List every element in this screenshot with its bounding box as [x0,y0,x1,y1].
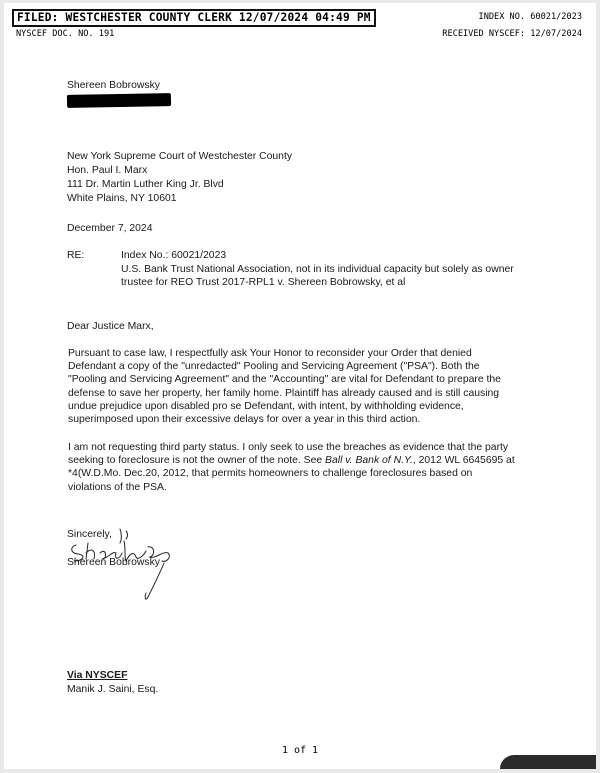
cc-recipient: Manik J. Saini, Esq. [67,684,159,695]
re-index: Index No.: 60021/2023 [121,250,227,261]
nyscef-doc-number: NYSCEF DOC. NO. 191 [16,29,115,39]
paragraph-1-line: Defendant a copy of the "unredacted" Pooling and Servicing Agreement ("PSA"). Both the [68,361,480,373]
paragraph-2-line [68,454,538,467]
paragraph-2 [68,441,538,494]
recipient-street: 111 Dr. Martin Luther King Jr. Blvd [67,179,224,190]
re-caption-line2: trustee for REO Trust 2017-RPL1 v. Shereen Bobrowsky, et al [121,277,406,288]
page-number: 1 of 1 [281,745,319,756]
paragraph-1-line: "Pooling and Servicing Agreement" and the "Accounting" are vital for Defendant to prepare the [68,374,501,386]
paragraph-1-line: Pursuant to case law, I respectfully ask Your Honor to reconsider your Order that denied [68,348,472,359]
recipient-judge: Hon. Paul I. Marx [67,165,148,176]
paragraph-1 [68,347,538,426]
filed-stamp: FILED: WESTCHESTER COUNTY CLERK 12/07/2024 04:49 PM [12,9,376,27]
received-date: RECEIVED NYSCEF: 12/07/2024 [442,29,582,39]
index-number: INDEX NO. 60021/2023 [478,12,582,22]
paragraph-1-line: superimposed upon their excessive delays for over a year in this third action. [68,414,421,426]
redacted-address [67,93,171,108]
re-label: RE: [67,250,85,261]
signature-name: Shereen Bobrowsky [67,557,160,568]
paragraph-2-line: violations of the PSA. [68,481,167,493]
sender-name: Shereen Bobrowsky [67,80,160,91]
case-citation: Ball v. Bank of N.Y. [325,455,413,467]
via-nyscef: Via NYSCEF [67,670,128,681]
closing: Sincerely, [67,529,112,540]
paragraph-1-line: defense to save her property, her family home. Plaintiff has already caused and is still causing [68,387,500,399]
salutation: Dear Justice Marx, [67,321,154,332]
recipient-city: White Plains, NY 10601 [67,193,177,204]
citation-reference: , 2012 WL 6645695 at [412,455,515,467]
recipient-court: New York Supreme Court of Westchester County [67,151,293,162]
paragraph-1-line: undue prejudice upon disabled pro se Defendant, with intent, by withholding evidence, [68,400,464,412]
re-caption-line1: U.S. Bank Trust National Association, not in its individual capacity but solely as owner [121,264,514,275]
letter-date: December 7, 2024 [67,223,153,234]
paragraph-2-line: I am not requesting third party status. I only seek to use the breaches as evidence that the party [68,442,509,453]
paragraph-2-line: *4(W.D.Mo. Dec.20, 2012, that permits homeowners to challenge foreclosures based on [68,468,473,480]
citation-intro: seeking to foreclosure is not the owner of the note. See [68,455,326,467]
document-page [4,3,596,769]
scan-shadow [500,755,596,769]
